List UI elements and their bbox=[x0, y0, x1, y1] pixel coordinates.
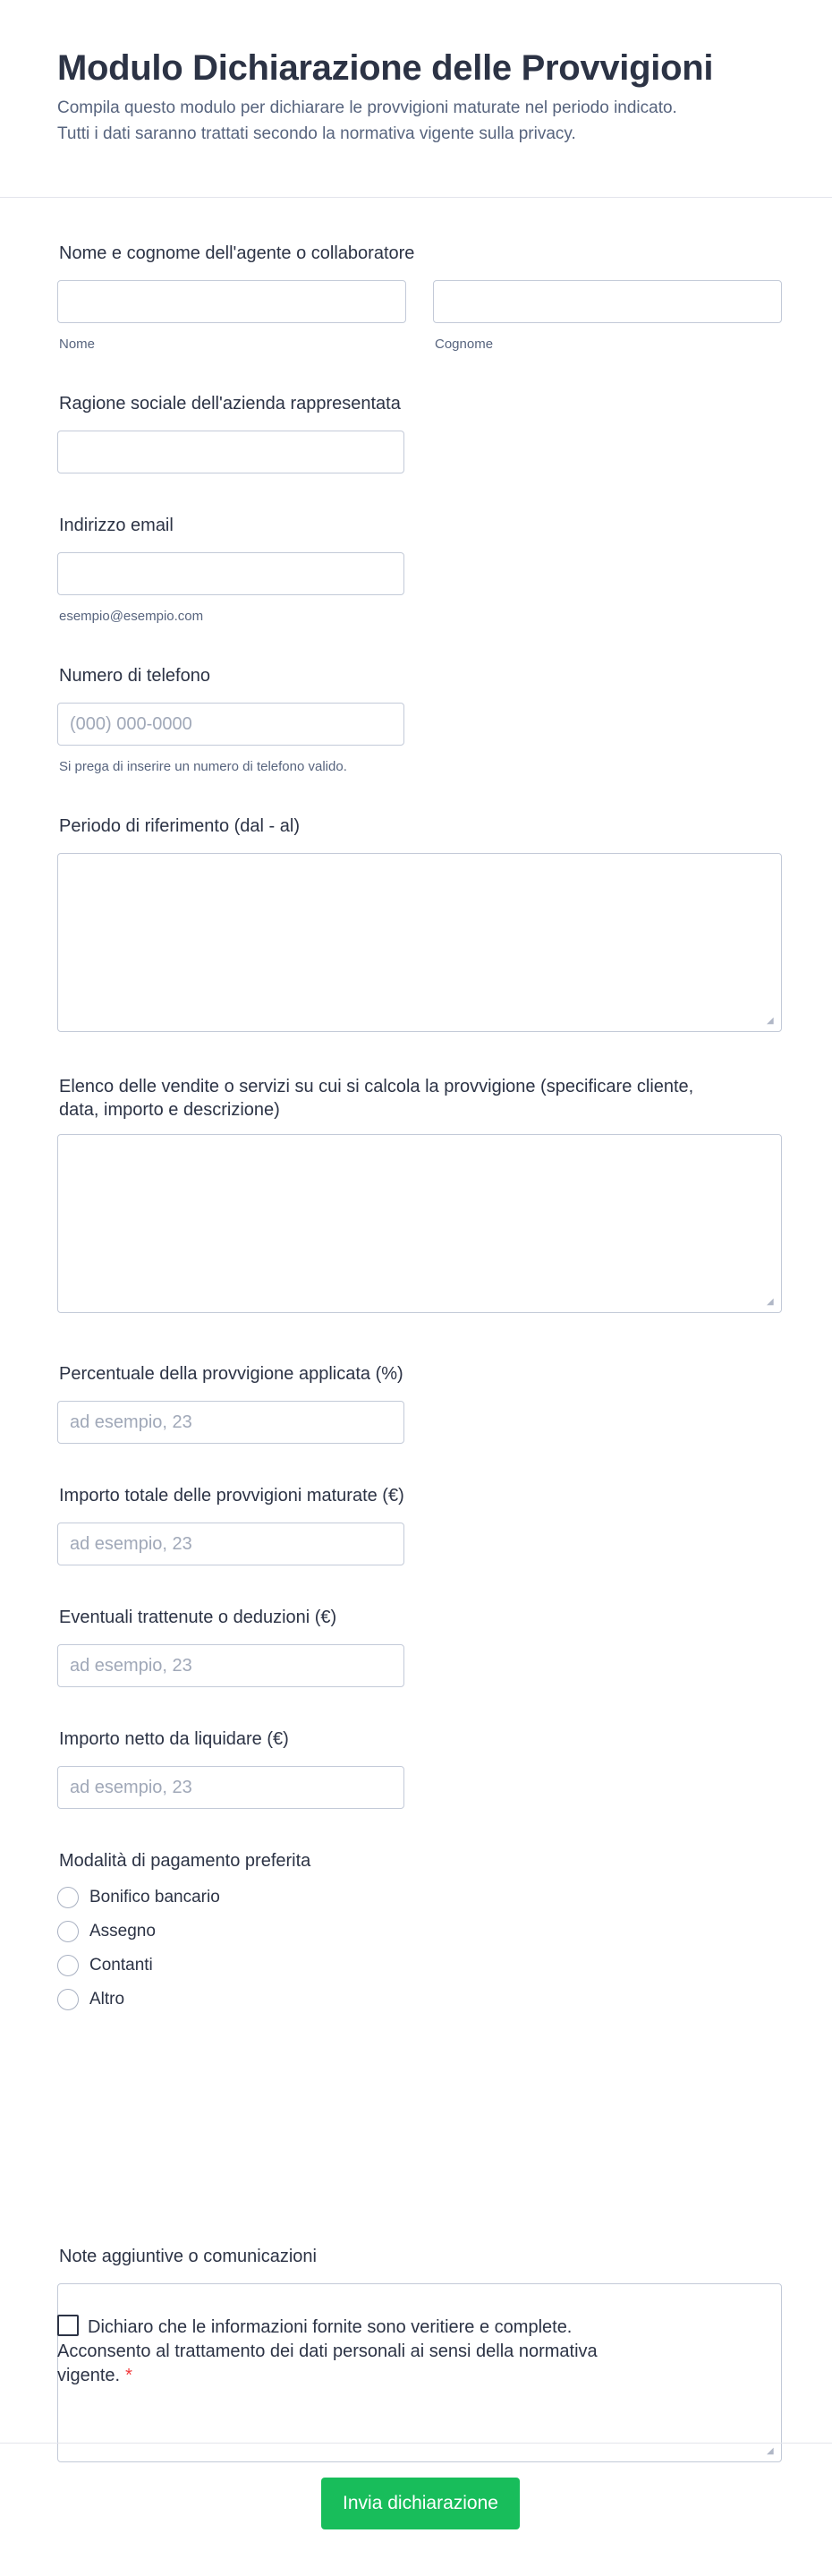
resize-handle-icon[interactable]: ◢ bbox=[767, 1297, 774, 1307]
name-label: Nome e cognome dell'agente o collaboratore bbox=[59, 243, 415, 263]
email-sublabel: esempio@esempio.com bbox=[59, 609, 204, 624]
period-textarea[interactable] bbox=[57, 853, 782, 1032]
consent-text-line3: vigente. bbox=[57, 2366, 121, 2385]
form-header bbox=[0, 0, 832, 198]
total-input[interactable] bbox=[57, 1523, 404, 1565]
payment-option-assegno[interactable]: Assegno bbox=[57, 1920, 156, 1943]
resize-handle-icon[interactable]: ◢ bbox=[767, 1016, 774, 1026]
net-label: Importo netto da liquidare (€) bbox=[59, 1729, 289, 1749]
payment-label: Modalità di pagamento preferita bbox=[59, 1851, 311, 1871]
total-label: Importo totale delle provvigioni maturate (€) bbox=[59, 1486, 404, 1506]
radio-button[interactable] bbox=[57, 1955, 79, 1976]
radio-button[interactable] bbox=[57, 1989, 79, 2010]
notes-label: Note aggiuntive o comunicazioni bbox=[59, 2247, 317, 2266]
payment-option-altro[interactable]: Altro bbox=[57, 1988, 124, 2011]
payment-option-bonifico[interactable]: Bonifico bancario bbox=[57, 1886, 220, 1909]
radio-button[interactable] bbox=[57, 1887, 79, 1908]
consent-text-line1: Dichiaro che le informazioni fornite sono veritiere e complete. bbox=[88, 2317, 573, 2337]
period-label: Periodo di riferimento (dal - al) bbox=[59, 816, 300, 836]
net-input[interactable] bbox=[57, 1766, 404, 1809]
email-input[interactable] bbox=[57, 552, 404, 595]
first-name-sublabel: Nome bbox=[59, 337, 96, 352]
footer-divider bbox=[0, 2443, 832, 2444]
phone-sublabel: Si prega di inserire un numero di telefono valido. bbox=[59, 759, 347, 774]
last-name-sublabel: Cognome bbox=[435, 337, 494, 352]
form-description: Compila questo modulo per dichiarare le provvigioni maturate nel periodo indicato. Tutti i dati saranno trattati secondo la normativa vigente sulla privacy. bbox=[57, 98, 677, 143]
form-title: Modulo Dichiarazione delle Provvigioni bbox=[57, 48, 714, 88]
deductions-input[interactable] bbox=[57, 1644, 404, 1687]
payment-option-contanti[interactable]: Contanti bbox=[57, 1954, 153, 1977]
email-label: Indirizzo email bbox=[59, 516, 174, 535]
sales-textarea[interactable] bbox=[57, 1134, 782, 1313]
company-input[interactable] bbox=[57, 431, 404, 473]
consent-checkbox[interactable] bbox=[57, 2315, 79, 2336]
resize-handle-icon[interactable]: ◢ bbox=[767, 2446, 774, 2456]
consent-text-line2: Acconsento al trattamento dei dati personali ai sensi della normativa bbox=[57, 2341, 598, 2361]
consent-block bbox=[57, 2315, 666, 2388]
percentage-input[interactable] bbox=[57, 1401, 404, 1444]
last-name-input[interactable] bbox=[433, 280, 782, 323]
deductions-label: Eventuali trattenute o deduzioni (€) bbox=[59, 1608, 337, 1627]
percentage-label: Percentuale della provvigione applicata (%) bbox=[59, 1364, 403, 1384]
sales-label: Elenco delle vendite o servizi su cui si calcola la provvigione (specificare cliente, data, importo e descrizione) bbox=[59, 1077, 694, 1120]
phone-input[interactable] bbox=[57, 703, 404, 746]
first-name-input[interactable] bbox=[57, 280, 406, 323]
phone-label: Numero di telefono bbox=[59, 666, 210, 686]
submit-button[interactable]: Invia dichiarazione bbox=[321, 2478, 520, 2529]
radio-button[interactable] bbox=[57, 1921, 79, 1942]
company-label: Ragione sociale dell'azienda rappresentata bbox=[59, 394, 401, 414]
required-asterisk: * bbox=[125, 2366, 132, 2385]
